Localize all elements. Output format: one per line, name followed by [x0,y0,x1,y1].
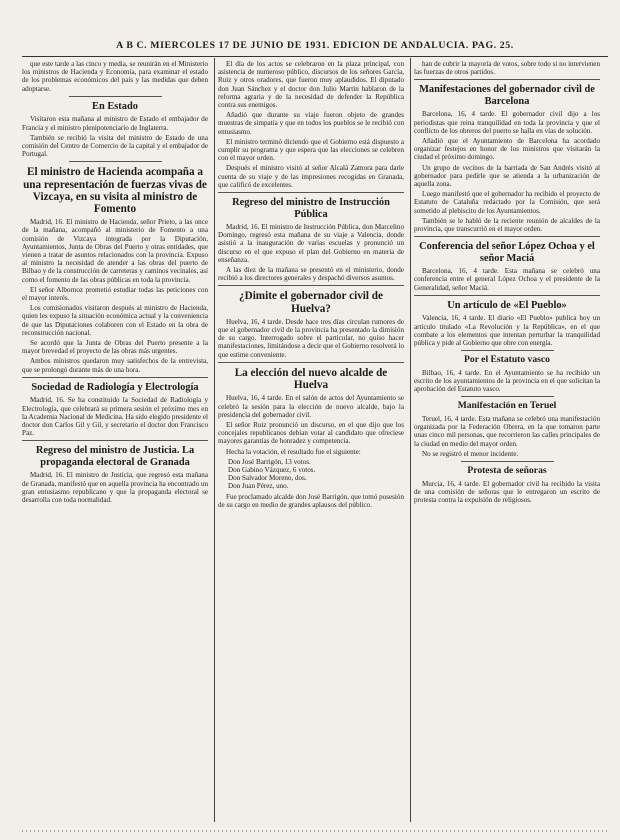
article-paragraph: Un grupo de vecinos de la barriada de San Andrés visitó al gobernador para pedirle que se atienda a la urbanización de aquella zona. [414,163,600,189]
article-paragraph: Madrid, 16. El ministro de Justicia, que regresó esta mañana de Granada, manifestó que en aquella provincia ha encontrado un gran entusiasmo republicano y que la propaganda electoral se desarrolla con toda normalidad. [22,471,208,504]
list-item: Don Juan Pérez, uno. [228,482,289,491]
list-item: Don Salvador Moreno, dos. [228,474,307,483]
article-title-conferencia: Conferencia del señor López Ochoa y el señor Maciá [419,241,595,264]
article-paragraph: Luego manifestó que el gobernador ha recibido el proyecto de Estatuto de Cataluña redactado por la Comisión, que será sometido al plebiscito de los Ayuntamientos. [414,190,600,215]
article-paragraph: Añadió que durante su viaje fueron objeto de grandes muestras de simpatía y que en todos los pueblos se le recibió con entusiasmo. [218,111,404,136]
article-title-estatuto-vasco: Por el Estatuto vasco [464,354,550,366]
article-paragraph: Huelva, 16, 4 tarde. Desde hace tres días circulan rumores de que el gobernador civil de la provincia ha presentado la dimisión de su cargo. Interrogado sobre el particular, no quiso hacer manifestaciones, limitándose a decir que el Gobierno resolverá lo que estime conveniente. [218,317,404,359]
column-3 [414,60,600,822]
article-title-alcalde-huelva: La elección del nuevo alcalde de Huelva [234,366,388,392]
article-title-radiologia: Sociedad de Radiología y Electrología [31,381,199,393]
column-3-intro: han de cubrir la mayoría de votos, sobre todo si no intervienen las fuerzas de otros partidos. [414,60,600,77]
article-title-instruccion: Regreso del ministro de Instrucción Pública [232,197,390,220]
article-title-gobernador-huelva: ¿Dimite el gobernador civil de Huelva? [239,290,383,315]
column-1 [22,60,208,822]
separator [461,396,554,397]
list-item: Don Gabino Vázquez, 6 votos. [228,465,316,474]
separator [461,461,554,462]
article-paragraph: Madrid, 16. El ministro de Hacienda, señor Prieto, a las once de la mañana, acompañó al ministerio de Fomento a una comisión de Vizcaya integrada por la Diputación, Ayuntamientos, Junta de Obras del Puerto y otras entidades, que vienen a tratar de asuntos relacionados con la provincia. Expuso al ministro la necesidad de atender a las obras del puerto de Bilbao y de la construcción de carreteras y caminos vecinales, así como el fomento de las obras públicas en toda la provincia. [22,218,208,284]
article-paragraph: El señor Albornoz prometió estudiar todas las peticiones con el mayor interés. [22,285,208,302]
article-title-teruel: Manifestación en Teruel [457,400,557,412]
separator [22,440,208,441]
header-rule [22,56,608,57]
article-paragraph: Bilbao, 16, 4 tarde. En el Ayuntamiento se ha recibido un escrito de los ayuntamientos de la provincia en el que solicitan la aprobación del Estatuto vasco. [414,368,600,394]
article-paragraph: Añadió que el Ayuntamiento de Barcelona ha acordado organizar festejos en honor de los ministros que visitarán la ciudad el próximo domingo. [414,137,600,162]
article-paragraph: Madrid, 16. Se ha constituido la Sociedad de Radiología y Electrología, que celebrará su primera sesión el próximo mes en la Academia Nacional de Medicina. Ha sido elegido presidente el doctor don Carlos Gil y Gil, y secretario el doctor don Francisco Paz. [22,396,208,438]
vote-results-list [228,458,404,491]
article-title-el-pueblo: Un artículo de «El Pueblo» [447,299,567,311]
separator [461,350,554,351]
article-paragraph: Huelva, 16, 4 tarde. En el salón de actos del Ayuntamiento se celebró la sesión para la elección de nuevo alcalde, bajo la presidencia del gobernador civil. [218,394,404,419]
article-paragraph: Se acordó que la Junta de Obras del Puerto presente a la mayor brevedad el proyecto de las obras más urgentes. [22,338,208,356]
separator [414,236,600,237]
article-paragraph: El ministro terminó diciendo que el Gobierno está dispuesto a cumplir su programa y que espera que las elecciones se celebren con el mayor orden. [218,137,404,163]
article-paragraph: Barcelona, 16, 4 tarde. Esta mañana se celebró una conferencia entre el general López Ochoa y el presidente de la Generalidad, señor Maciá. [414,267,600,292]
separator [69,96,162,97]
article-paragraph: Teruel, 16, 4 tarde. Esta mañana se celebró una manifestación organizada por la Federación Obrera, en la que tomaron parte unas cinco mil personas, que recorrieron las calles principales de la ciudad en medio del mayor orden. [414,414,600,448]
separator [414,295,600,296]
article-title-protesta: Protesta de señoras [467,464,547,476]
article-paragraph: Madrid, 16. El ministro de Instrucción Pública, don Marcelino Domingo, regresó esta mañana de su viaje a Valencia, donde asistió a la inauguración de varias escuelas y pronunció un discurso en el que expuso el plan del Gobierno en materia de enseñanza. [218,223,404,264]
article-paragraph: También se le habló de la reciente reunión de alcaldes de la provincia, que transcurrió en el mayor orden. [414,216,600,234]
article-paragraph: No se registró el menor incidente. [422,449,519,458]
column-1-intro: que este tarde a las cinco y media, se reunirán en el Ministerio los ministros de Hacienda y Economía, para examinar el estado de los problemas económicos del país y las medidas que deben adoptarse. [22,60,208,93]
footer-rule-graphic [22,827,608,835]
list-item: Don José Barrigón, 13 votos. [228,457,311,466]
article-title-estado: En Estado [92,100,138,112]
column-divider-1 [214,58,215,822]
column-divider-2 [410,58,411,822]
article-title-gobernador-barcelona: Manifestaciones del gobernador civil de Barcelona [419,84,595,107]
article-paragraph: También se recibió la visita del ministro de Estado de una comisión del Centro de Comercio de la capital y el embajador de Portugal. [22,133,208,159]
column-2 [218,60,404,822]
separator [22,377,208,378]
separator [69,161,162,162]
separator [218,192,404,193]
separator [218,285,404,286]
article-paragraph: Murcia, 16, 4 tarde. El gobernador civil ha recibido la visita de una comisión de señoras que le entregaron un escrito de protesta contra la expulsión de religiosos. [414,479,600,504]
article-paragraph: Barcelona, 16, 4 tarde. El gobernador civil dijo a los periodistas que reina tranquilidad en toda la provincia y que el conflicto de los obreros del puerto se halla en vías de solución. [414,110,600,135]
separator [218,362,404,363]
article-paragraph: Valencia, 16, 4 tarde. El diario «El Pueblo» publica hoy un artículo titulado «La Revolución y la República», en el que combate a los elementos que intentan perturbar la tranquilidad pública y pide al Gobierno que obre con energía. [414,314,600,347]
article-paragraph: El señor Ruiz pronunció un discurso, en el que dijo que los concejales republicanos debían votar al candidato que ofreciese mayores garantías de honradez y competencia. [218,420,404,446]
page-footer-rule [22,822,608,830]
article-paragraph: Visitaron esta mañana al ministro de Estado el embajador de Francia y el ministro plenipotenciario de Inglaterra. [22,115,208,132]
article-title-hacienda: El ministro de Hacienda acompaña a una representación de fuerzas vivas de Vizcaya, en su visita al ministro de Fomento [23,166,207,215]
article-paragraph: Ambos ministros quedaron muy satisfechos de la entrevista, que se prolongó durante más de una hora. [22,357,208,374]
column-2-intro: El día de los actos se celebraron en la plaza principal, con asistencia de numeroso público, discursos de los señores García, Ruiz y otros oradores, que fueron muy aplaudidos. El diputado don Juan Sánchez y el doctor don Julio Martín hablaron de la reforma agraria y de la necesidad de defender la República contra sus enemigos. [218,60,404,110]
article-paragraph: Los comisionados visitaron después al ministro de Hacienda, quien les expuso la situación económica actual y la conveniencia de que las Diputaciones colaboren con el Estado en la obra de reconstrucción nacional. [22,304,208,337]
article-paragraph: Hecha la votación, el resultado fue el siguiente: [226,447,361,456]
article-paragraph: Fue proclamado alcalde don José Barrigón, que tomó posesión de su cargo en medio de grandes aplausos del público. [218,492,404,509]
article-paragraph: A las diez de la mañana se presentó en el ministerio, donde recibió a los directores generales y despachó diversos asuntos. [218,266,404,283]
article-paragraph: Después el ministro visitó al señor Alcalá Zamora para darle cuenta de su viaje y de las impresiones recogidas en Granada, que calificó de excelentes. [218,164,404,189]
article-title-justicia: Regreso del ministro de Justicia. La propaganda electoral de Granada [35,445,195,468]
page-header: A B C. MIERCOLES 17 DE JUNIO DE 1931. EDICION DE ANDALUCIA. PAG. 25. [116,40,514,51]
separator [414,79,600,80]
